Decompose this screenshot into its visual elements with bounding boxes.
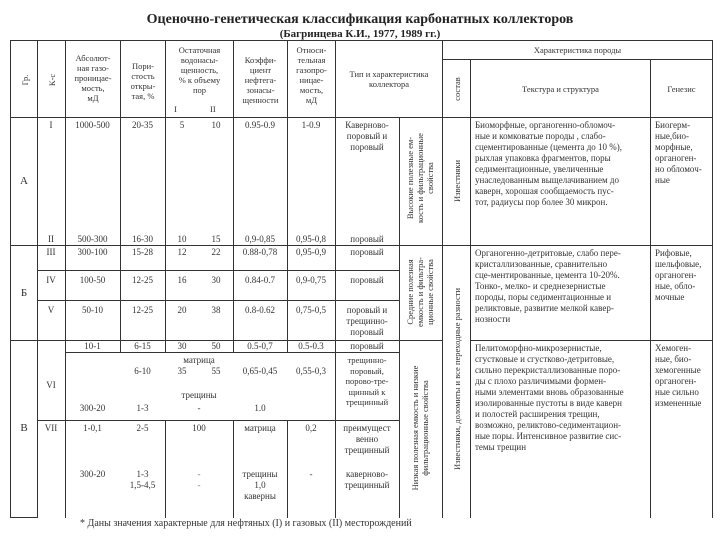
- cell-resid-gas: 50: [211, 341, 221, 351]
- header-type-cell: [335, 40, 443, 118]
- header-class-cell: [37, 40, 66, 118]
- texture-b-cell: [470, 245, 651, 341]
- cell-coef: 0,9-0,85: [245, 234, 275, 244]
- composition-bv: Известняки, доломиты и все переходные разности: [452, 287, 462, 471]
- class-i: I: [49, 120, 53, 130]
- cell-perm: 1-0,1: [83, 423, 102, 433]
- cell-resid-gas: 22: [211, 247, 221, 257]
- header-coef: Коэффи- циент нефтега- зонасы- щенности: [242, 55, 279, 105]
- cell-perm: 500-300: [77, 234, 108, 244]
- cell-resid-oil: 5: [179, 120, 185, 130]
- cell-type: поровый: [350, 247, 384, 257]
- texture-a: Биоморфные, органогенно-обломоч- ные и комковатые породы , слабо- сцементированные (цемента до 10 %), рыхлая упаковка фрагментов, поры седиментационные, увеличенные унаследованным выщелачиванием до каверн, хорошая сообщаемость пус- тот, радиусы пор более 30 микрон.: [475, 120, 623, 207]
- cell-poro: 1-3 1,5-4,5: [129, 469, 156, 490]
- cell-relperm: 0.5-0.3: [298, 341, 324, 351]
- cell-type: поровый: [350, 234, 384, 244]
- property-a: Высокие полезные ем- кость и фильтрационные свойства: [405, 133, 435, 223]
- col-line: [65, 117, 66, 518]
- cell-poro: 6-15: [134, 341, 151, 351]
- cell-type: каверново- трещинный: [344, 469, 390, 490]
- texture-a-cell: [470, 117, 651, 246]
- texture-v: Пелитоморфно-микрозернистые, сгустковые и сгустково-детритовые, сильно перекристаллизованные поро- ды с плохо различимыми формен- ными элементами вновь образованные изолированные пустоты в виде каверн и полостей расширения трещин, возможно, реликтово-седиментацион- ные поры. Интенсивное развитие сис- темы трещин: [475, 343, 624, 452]
- cell-coef: матрица: [244, 423, 276, 433]
- cell-type: Каверново- поровый и поровый: [345, 120, 389, 152]
- cell-resid-gas: 30: [211, 275, 221, 285]
- genesis-b: Рифовые, шельфовые, органоген- ные, обло- мочные: [655, 248, 702, 302]
- cell-poro: 16-30: [132, 234, 153, 244]
- cell-resid-gas: 38: [211, 305, 221, 315]
- cell-resid-oil: 20: [177, 305, 187, 315]
- header-resid: Остаточная водонасы- щенность, % к объему пор: [178, 45, 221, 95]
- header-genesis: Генезис: [667, 84, 696, 94]
- header-relperm-cell: [287, 40, 336, 118]
- cell-relperm: 0,75-0,5: [296, 305, 326, 315]
- group-name: А: [20, 175, 28, 187]
- header-rock-cell: [442, 40, 713, 60]
- cell-type: поровый: [350, 341, 384, 351]
- cell-perm: 300-20: [79, 403, 106, 413]
- header-group-cell: [10, 40, 38, 118]
- header-group: Гр.: [20, 74, 30, 86]
- texture-b: Органогенно-детритовые, слабо пере- кристаллизованные, сравнительно сце-ментированные, цемента 10-20%. Тонко-, мелко- и среднезернистые породы, поры седиментационные и реликтовые, развитие мелкой кавер- нозности: [475, 248, 621, 324]
- cell-relperm: 0,55-0,3: [296, 366, 326, 376]
- header-relperm: Относи- тельная газопро- ницае- мость, мД: [296, 45, 327, 105]
- property-a-cell: [399, 117, 443, 246]
- cell-poro: 1-3: [136, 403, 149, 413]
- class-vii: VII: [44, 423, 58, 433]
- property-b-cell: [399, 245, 443, 341]
- header-texture-cell: [470, 59, 651, 118]
- header-resid-ii: II: [210, 104, 216, 114]
- group-name: В: [20, 422, 28, 434]
- cell-poro: 12-25: [132, 305, 153, 315]
- composition-a-cell: [442, 117, 471, 246]
- cell-perm: 50-10: [82, 305, 103, 315]
- header-resid-i: I: [174, 104, 177, 114]
- group-a-cell: [10, 117, 38, 246]
- cell-resid-oil: 30: [177, 341, 187, 351]
- group-name: Б: [20, 287, 28, 299]
- property-b: Средние полезная емкость и фильтра- ционные свойства: [405, 257, 435, 327]
- header-poro-cell: [120, 40, 166, 118]
- cell-resid-oil: 12: [177, 247, 187, 257]
- cell-coef: 1.0: [254, 403, 266, 413]
- cell-relperm: 0,95-0,8: [296, 234, 326, 244]
- cell-poro: 12-25: [132, 275, 153, 285]
- document-subtitle: (Багринцева К.И., 1977, 1989 гг.): [279, 28, 441, 40]
- cell-perm: 10-1: [84, 341, 101, 351]
- header-perm: Абсолют- ная газо- проницае- мость, мД: [74, 53, 112, 103]
- genesis-b-cell: [650, 245, 713, 341]
- cell-relperm: -: [309, 469, 313, 479]
- header-texture: Текстура и структура: [522, 84, 599, 94]
- cell-matrix-label: матрица: [183, 355, 215, 365]
- genesis-a: Биогерм- ные,био- морфные, органоген- но обломоч- ные: [655, 120, 702, 185]
- header-resid-cell: [165, 40, 234, 118]
- cell-resid-gas: 55: [211, 366, 221, 376]
- cell-type: трещинно- поровый, порово-тре- щинный к трещинный: [345, 355, 389, 407]
- cell-coef: 0.5-0,7: [247, 341, 273, 351]
- cell-relperm: 0,2: [305, 423, 317, 433]
- class-iii: III: [46, 247, 56, 257]
- cell-perm: 300-100: [77, 247, 108, 257]
- cell-resid: 100: [192, 423, 206, 433]
- cell-perm: 1000-500: [75, 120, 110, 130]
- cell-resid: - -: [197, 469, 201, 490]
- cell-resid-gas: 10: [211, 120, 221, 130]
- class-v: V: [47, 305, 55, 315]
- cell-coef: 0.84-0.7: [245, 275, 275, 285]
- cell-resid-oil: 10: [177, 234, 187, 244]
- cell-cracks-label: трещины: [181, 390, 217, 400]
- footnote: * Даны значения характерные для нефтяных (I) и газовых (II) месторождений: [80, 518, 412, 529]
- header-class: К-с: [47, 73, 57, 87]
- group-b-cell: [10, 245, 38, 341]
- class-iv: IV: [46, 275, 56, 285]
- composition-bv-cell: [442, 245, 471, 518]
- genesis-v: Хемоген- ные, био- хемогенные органоген- ные сильно измененные: [655, 343, 702, 408]
- cell-poro: 2-5: [136, 423, 149, 433]
- cell-resid: -: [197, 403, 201, 413]
- cell-coef: 0.8-0.62: [245, 305, 275, 315]
- property-v-cell: [399, 340, 443, 518]
- composition-a: Известняки: [452, 159, 462, 203]
- header-coef-cell: [233, 40, 288, 118]
- cell-resid-oil: 35: [177, 366, 187, 376]
- cell-poro: 20-35: [132, 120, 153, 130]
- cell-coef: 0.88-0,78: [242, 247, 278, 257]
- row-vi-divider: [65, 352, 400, 353]
- document-title: Оценочно-генетическая классификация карбонатных коллекторов: [146, 12, 574, 27]
- cell-relperm: 0,9-0,75: [296, 275, 326, 285]
- header-perm-cell: [65, 40, 121, 118]
- group-v-cell: [10, 340, 38, 518]
- class-vi: VI: [46, 380, 56, 390]
- header-composition: состав: [452, 77, 462, 101]
- cell-perm: 100-50: [79, 275, 106, 285]
- header-poro: Пори- стость откры- тая, %: [130, 61, 156, 101]
- cell-coef: 0,65-0,45: [242, 366, 278, 376]
- genesis-a-cell: [650, 117, 713, 246]
- header-genesis-cell: [650, 59, 713, 118]
- cell-type: преимущест венно трещинный: [343, 423, 391, 455]
- cell-relperm: 1-0.9: [301, 120, 321, 130]
- header-rock: Характеристика породы: [533, 45, 622, 55]
- genesis-v-cell: [650, 340, 713, 518]
- cell-perm: 300-20: [79, 469, 106, 479]
- cell-type: поровый и трещинно- поровый: [346, 305, 388, 337]
- header-composition-cell: [442, 59, 471, 118]
- cell-poro: 15-28: [132, 247, 153, 257]
- property-v: Низкая полезная емкость и низкие фильтрационные свойства: [410, 365, 430, 491]
- cell-coef: 0.95-0.9: [245, 120, 275, 130]
- cell-resid-gas: 15: [211, 234, 221, 244]
- header-type: Тип и характеристика коллектора: [349, 69, 429, 89]
- texture-v-cell: [470, 340, 651, 518]
- cell-coef: трещины 1,0 каверны: [242, 469, 278, 501]
- cell-type: поровый: [350, 275, 384, 285]
- cell-relperm: 0,95-0,9: [296, 247, 326, 257]
- cell-resid-oil: 16: [177, 275, 187, 285]
- class-ii: II: [48, 234, 54, 244]
- cell-poro: 6-10: [134, 366, 151, 376]
